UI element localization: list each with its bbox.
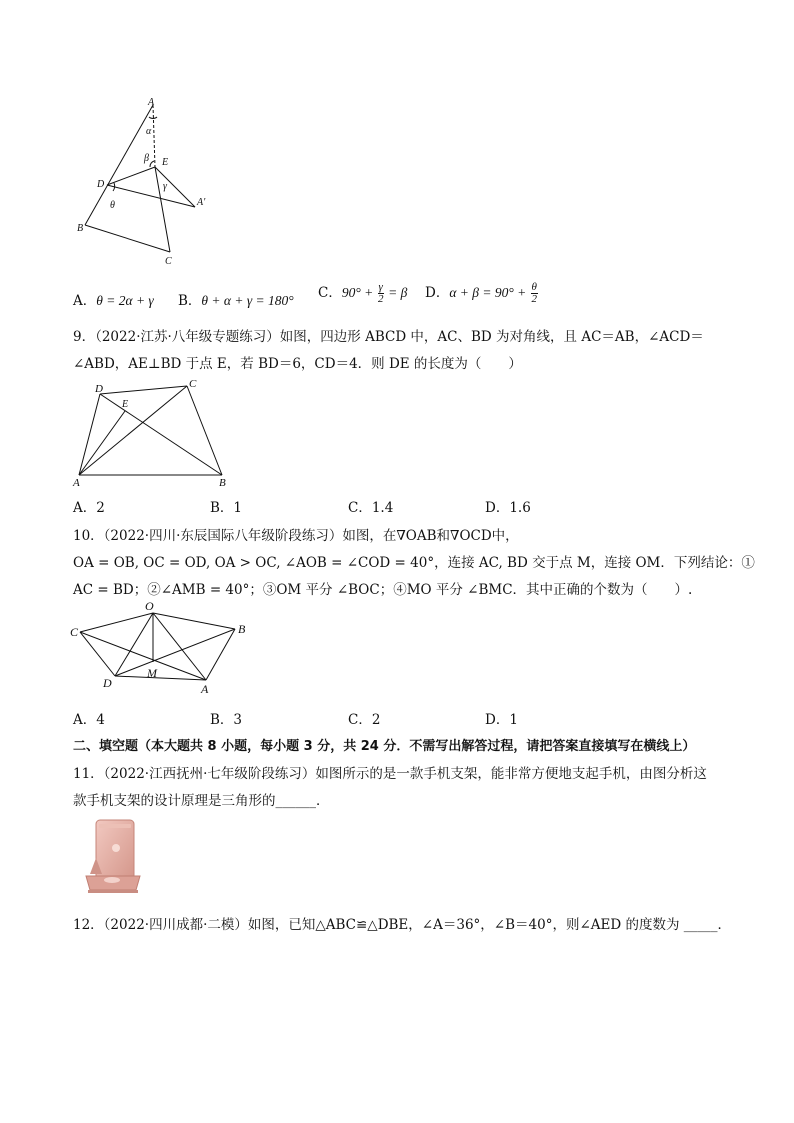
q10-figure [65, 598, 265, 698]
q10-label-O: O [145, 599, 154, 613]
q9-line-DA [79, 394, 100, 475]
q8-label-gamma: γ [163, 181, 167, 192]
q9-line-AC [79, 386, 187, 475]
q11-text-line-2: 款手机支架的设计原理是三角形的______． [73, 793, 330, 809]
q9-option-a: A．2 [73, 500, 105, 516]
q11-text-line-1: 11．（2022·江西抚州·七年级阶段练习）如图所示的是一款手机支架，能非常方便地支起手机，由图分析这 [73, 766, 707, 782]
q8-option-c-fraction [378, 282, 384, 305]
q8-figure [70, 95, 220, 270]
q8-line-DE [107, 167, 155, 185]
q10-label-C: C [70, 625, 79, 639]
q9-label-A: A [73, 477, 80, 489]
q10-option-a: A．4 [73, 712, 105, 728]
q8-option-a-prefix: A． [73, 293, 97, 309]
q10-label-A: A [201, 682, 209, 696]
q12-text-line-1: 12．（2022·四川成都·二模）如图，已知△ABC≌△DBE，∠A＝36°，∠B＝40°，则∠AED 的度数为 _____． [73, 917, 732, 933]
q8-line-AE-dashed [153, 105, 155, 167]
phone-stand-image [82, 818, 144, 896]
q8-option-d-num: θ [531, 281, 537, 293]
q8-line-AB [85, 105, 153, 225]
q8-option-d-prefix: D． [425, 285, 450, 301]
q8-line-DA-prime [107, 185, 195, 207]
q8-angle-beta-arc [150, 161, 154, 167]
q8-label-E: E [162, 157, 169, 168]
q9-label-B: B [219, 477, 226, 489]
q8-option-a-expr: θ = 2α + γ [96, 293, 154, 308]
q8-option-d [425, 281, 538, 305]
q10-option-b: B．3 [210, 712, 243, 728]
q8-option-a [73, 289, 154, 309]
q8-option-c-num: γ [378, 281, 383, 293]
q8-label-beta: β [144, 153, 149, 164]
q10-option-d: D．1 [485, 712, 518, 728]
q9-text-line-2: ∠ABD，AE⊥BD 于点 E，若 BD＝6，CD＝4．则 DE 的长度为（ ） [73, 356, 522, 372]
q10-text-line-3: AC = BD；②∠AMB = 40°；③OM 平分 ∠BOC；④MO 平分 ∠BMC．其中正确的个数为（ ）. [73, 582, 693, 598]
q8-label-C: C [165, 256, 172, 267]
q8-option-c-prefix: C． [318, 285, 342, 301]
q8-line-BC [85, 225, 170, 252]
q10-text-line-2: OA = OB, OC = OD, OA > OC, ∠AOB = ∠COD = 40°，连接 AC, BD 交于点 M，连接 OM．下列结论：① [73, 555, 755, 571]
q8-option-c-left: 90° + [341, 285, 374, 300]
q9-option-c: C．1.4 [348, 500, 394, 516]
q8-option-d-fraction [531, 282, 538, 305]
section-2-heading: 二、填空题（本大题共 8 小题，每小题 3 分，共 24 分．不需写出解答过程，请把答案直接填写在横线上） [73, 739, 696, 754]
q10-line-DA [115, 676, 206, 680]
q10-line-OB [153, 613, 235, 629]
q10-label-M: M [147, 666, 157, 680]
q10-option-c: C．2 [348, 712, 381, 728]
q9-option-d: D．1.6 [485, 500, 531, 516]
q8-label-A: A [148, 97, 155, 108]
q10-text-line-1: 10．（2022·四川·东辰国际八年级阶段练习）如图，在∇OAB和∇OCD中， [73, 528, 519, 544]
q8-label-B: B [77, 223, 84, 234]
q10-line-BA [206, 629, 235, 680]
q8-label-D: D [97, 179, 105, 190]
q9-text-line-1: 9．（2022·江苏·八年级专题练习）如图，四边形 ABCD 中，AC、BD 为对角线，且 AC＝AB，∠ACD＝ [73, 329, 704, 345]
q9-label-C: C [189, 378, 197, 390]
q9-figure [70, 375, 240, 490]
q8-label-theta: θ [110, 200, 115, 211]
q9-label-E: E [122, 399, 129, 410]
q9-line-DB [100, 394, 222, 475]
q8-label-alpha: α [146, 126, 152, 137]
q8-label-A-prime: A' [197, 197, 206, 208]
q9-option-b: B．1 [210, 500, 243, 516]
q8-option-b-expr: θ + α + γ = 180° [201, 293, 294, 308]
q8-option-b-prefix: B． [178, 293, 202, 309]
q8-option-d-den: 2 [531, 293, 537, 305]
q8-option-c-den: 2 [377, 293, 384, 305]
q10-label-B: B [238, 622, 246, 636]
q9-line-CB [187, 386, 222, 475]
q8-option-c [318, 281, 407, 305]
q10-label-D: D [103, 676, 112, 690]
q9-label-D: D [95, 383, 103, 395]
q8-option-c-right: = β [388, 285, 408, 300]
q8-option-d-left: α + β = 90° + [449, 285, 527, 300]
q8-option-b [178, 289, 294, 309]
q9-line-DC [100, 386, 187, 394]
q10-line-OC [80, 613, 153, 632]
